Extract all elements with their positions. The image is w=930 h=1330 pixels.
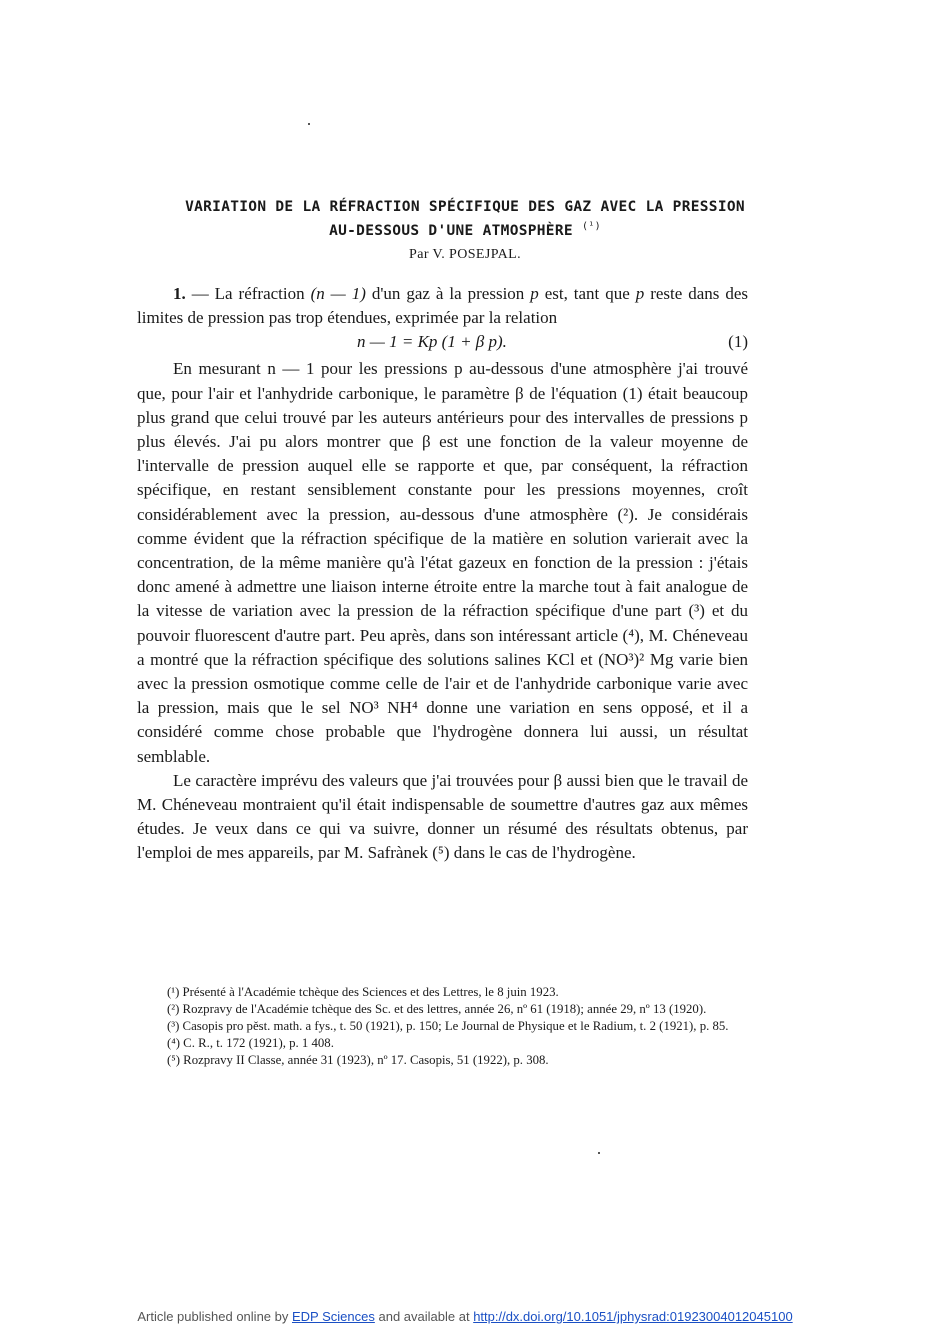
para1-n1: (n — 1) [310, 284, 366, 303]
equation-formula: n — 1 = Kp (1 + β p). [357, 332, 507, 352]
paragraph-2: En mesurant n — 1 pour les pressions p au-dessous d'une atmosphère j'ai trouvé que, pour l'air et l'anhydride carbonique, le paramètre β de l'équation (1) était beaucoup plus grand que celui trouvé par les auteurs antérieurs pour des intervalles de pressions p plus élevés. J'ai pu alors montrer que β est une fonction de la valeur moyenne de l'intervalle de pression auquel elle se rapporte et que, par conséquent, la réfraction spécifique, en restant sensiblement constante pour les pressions moyennes, croît considérablement avec la pression, au-dessous d'une atmosphère (²). Je considérais comme évident que la réfraction spécifique de la matière en solution varierait avec la concentration, de la même manière qu'à l'état gazeux en fonction de la pression : j'étais donc amené à admettre une liaison interne étroite entre la marche tout à fait analogue de la vitesse de variation avec la pression de la réfraction spécifique d'une part (³) et du pouvoir fluorescent d'autre part. Peu après, dans son intéressant article (⁴), M. Chéneveau a montré que la réfraction spécifique des solutions salines KCl et (NO³)² Mg varie bien avec la pression osmotique comme celle de l'air et de l'anhydride carbonique varie avec la pression, mais que le sel NO³ NH⁴ donne une variation en sens opposé, et il a considéré comme chose probable que l'hydrogène donnera lui aussi, un résultat semblable. [137, 359, 748, 766]
paper-title [120, 197, 810, 241]
scan-speck [598, 1152, 600, 1154]
para1-end: reste dans des limites de pression pas trop étendues, exprimée par la relation [137, 284, 749, 328]
footer-middle: and available at [378, 1309, 470, 1324]
para1-mid: d'un gaz à la pression [371, 284, 525, 303]
footnotes [137, 984, 748, 1069]
footnote-2: (²) Rozpravy de l'Académie tchèque des Sc. et des lettres, année 26, nº 61 (1918); année 29, nº 13 (1920). [167, 1002, 707, 1016]
para1-mid2: est, tant que [544, 284, 630, 303]
title-line-1: VARIATION DE LA RÉFRACTION SPÉCIFIQUE DES GAZ AVEC LA PRESSION [185, 199, 745, 215]
title-line-2 [120, 217, 810, 241]
equation-number: (1) [728, 332, 748, 352]
footnote-5: (⁵) Rozpravy II Classe, année 31 (1923), nº 17. Casopis, 51 (1922), p. 308. [167, 1053, 549, 1067]
body-text [137, 282, 748, 866]
para1-p: p [530, 284, 539, 303]
footnote-3: (³) Casopis pro pěst. math. a fys., t. 50 (1921), p. 150; Le Journal de Physique et le Radium, t. 2 (1921), p. 85. [167, 1019, 729, 1033]
footnote-4: (⁴) C. R., t. 172 (1921), p. 1 408. [167, 1036, 334, 1050]
publisher-link[interactable]: EDP Sciences [292, 1309, 375, 1324]
doi-link[interactable]: http://dx.doi.org/10.1051/jphysrad:01923004012045100 [473, 1309, 793, 1324]
title-footnote-ref: (¹) [581, 221, 601, 232]
scan-speck [308, 123, 310, 125]
byline: Par V. POSEJPAL. [409, 247, 521, 262]
equation-1 [137, 330, 748, 357]
title-line-2-text: AU-DESSOUS D'UNE ATMOSPHÈRE [329, 222, 573, 239]
para1-start: — La réfraction [191, 284, 305, 303]
footnote-1: (¹) Présenté à l'Académie tchèque des Sciences et des Lettres, le 8 juin 1923. [167, 985, 559, 999]
footer-prefix: Article published online by [137, 1309, 289, 1324]
paragraph-1 [137, 282, 748, 330]
publication-footer [0, 1309, 930, 1324]
paragraph-3: Le caractère imprévu des valeurs que j'ai trouvées pour β aussi bien que le travail de M. Chéneveau montraient qu'il était indispensable de soumettre d'autres gaz aux mêmes études. Je veux dans ce qui va suivre, donner un résumé des résultats obtenus, par l'emploi de mes appareils, par M. Safrànek (⁵) dans le cas de l'hydrogène. [137, 770, 748, 863]
para1-p2: p [635, 284, 645, 303]
section-number: 1. [173, 284, 186, 303]
